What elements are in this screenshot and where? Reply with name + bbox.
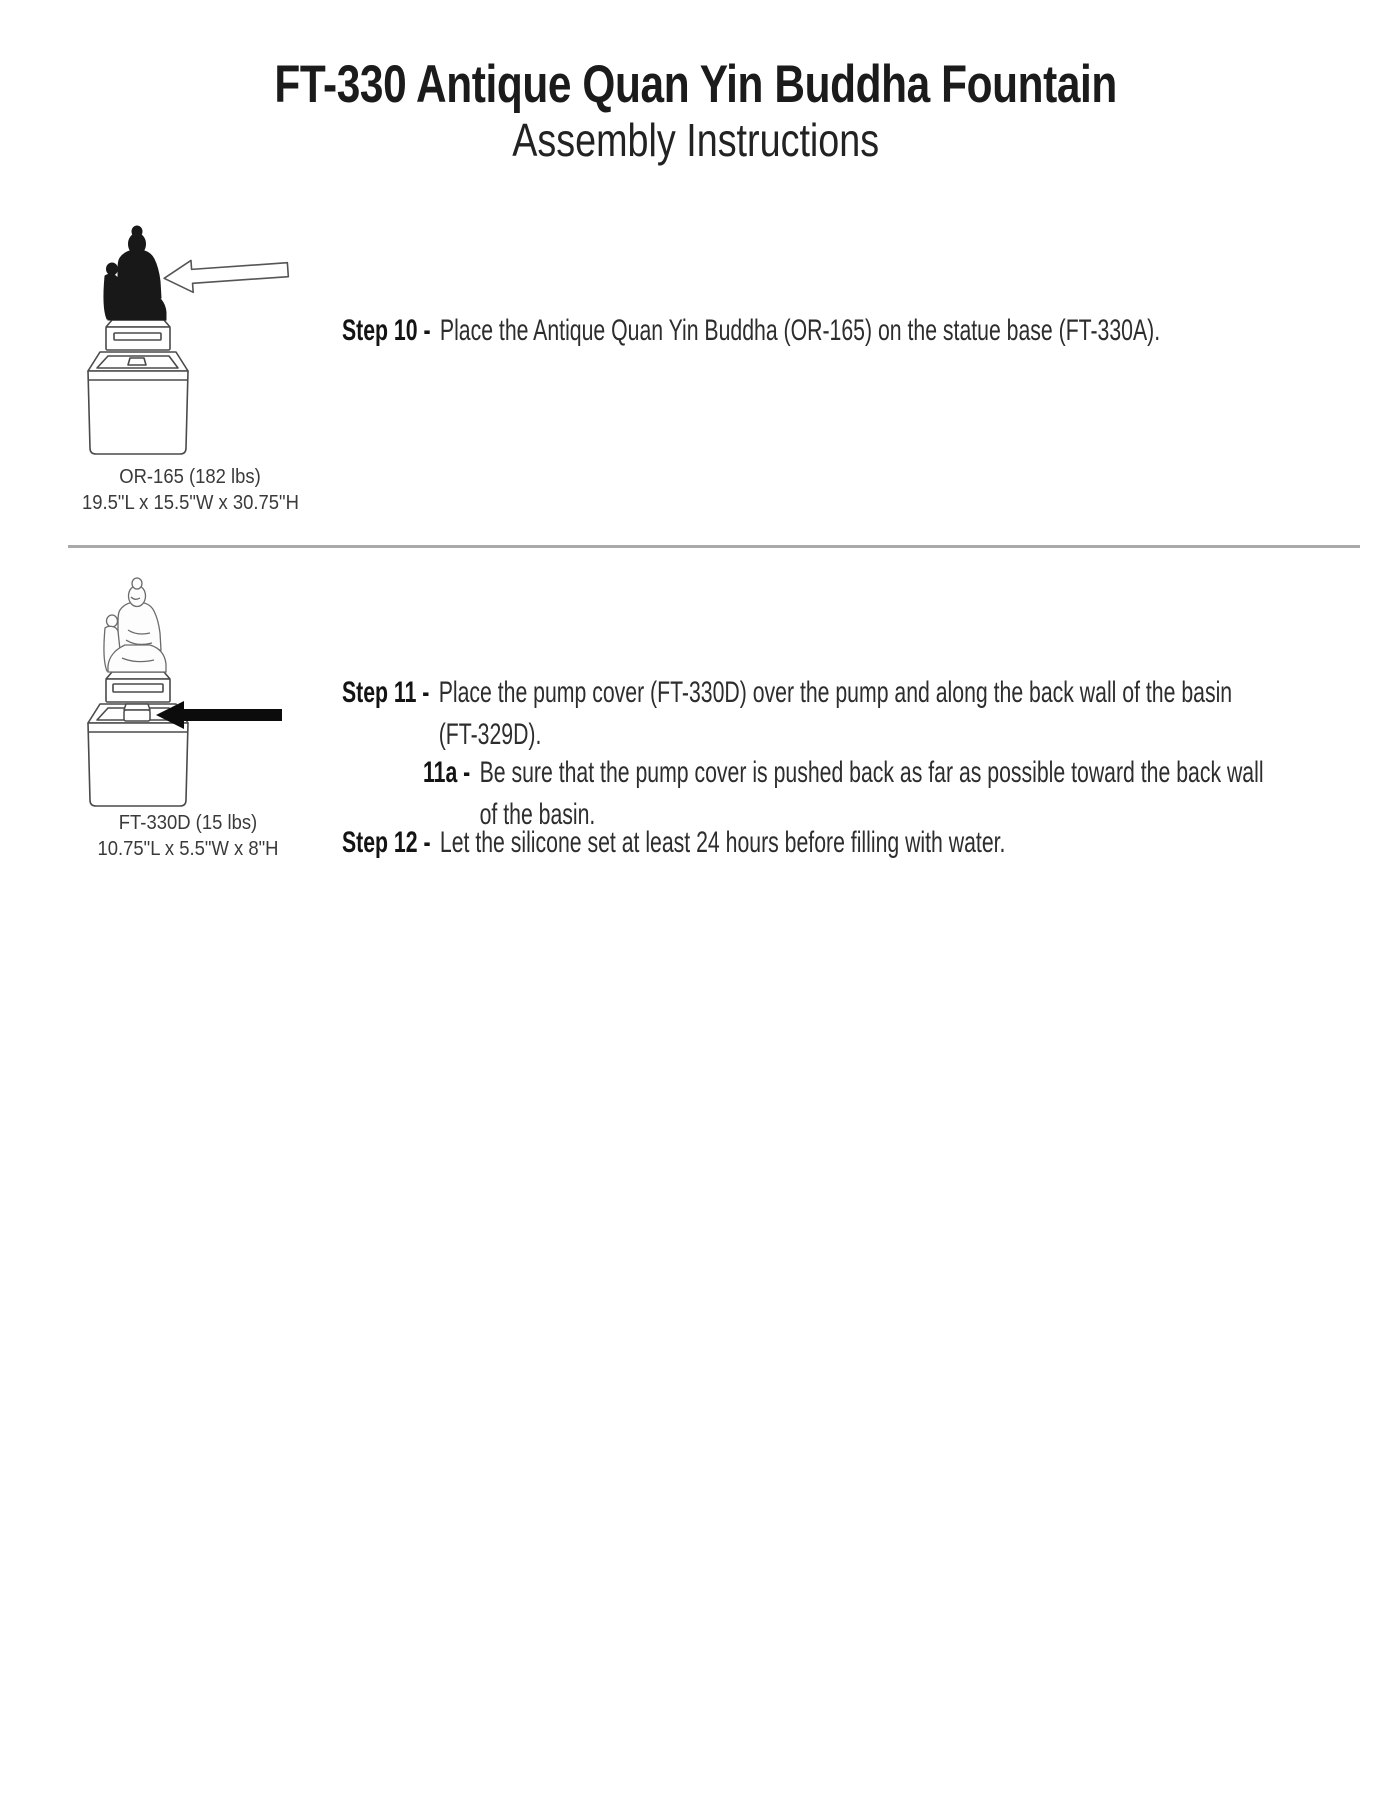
figure-dimensions-label: 10.75"L x 5.5"W x 8"H: [97, 837, 279, 860]
pump-cover-drawing: [124, 704, 150, 721]
step-row: [342, 310, 1160, 352]
page-title: FT-330 Antique Quan Yin Buddha Fountain: [274, 55, 1117, 114]
figure-dimensions-label: 19.5"L x 15.5"W x 30.75"H: [82, 491, 299, 514]
section-divider: [68, 545, 1360, 548]
step-text-line: Place the pump cover (FT-330D) over the pump and along the back wall of the basin: [438, 676, 1233, 709]
document-header: [0, 55, 1391, 166]
step-row: [342, 672, 1232, 756]
step-text-line: of the basin.: [479, 798, 596, 831]
step-label: 11a -: [423, 756, 471, 789]
figure-caption: [80, 810, 296, 862]
step-row: [342, 822, 1005, 864]
figure-caption: [82, 464, 298, 516]
buddha-statue-outline-icon: [104, 578, 166, 672]
step-text: [440, 310, 1160, 352]
step-text-line: Place the Antique Quan Yin Buddha (OR-165) on the statue base (FT-330A).: [439, 314, 1161, 347]
step-text: [439, 672, 1232, 756]
step-text: [440, 822, 1006, 864]
step-text-line: Be sure that the pump cover is pushed back as far as possible toward the back wall: [479, 756, 1264, 789]
figure-model-label: FT-330D (15 lbs): [118, 811, 258, 834]
outline-arrow-left-icon: [163, 254, 289, 295]
buddha-fountain-illustration-dark: [80, 218, 292, 460]
page-subtitle-text: Assembly Instructions: [512, 114, 879, 166]
figure-model-label: OR-165 (182 lbs): [119, 465, 261, 488]
buddha-statue-silhouette-icon: [104, 226, 166, 320]
page-subtitle: [0, 114, 1391, 166]
buddha-fountain-illustration-outline: [80, 570, 292, 812]
step-label: Step 10 -: [342, 314, 431, 347]
fountain-base-drawing: [88, 672, 188, 806]
step-label: Step 12 -: [342, 826, 431, 859]
step-text-line: Let the silicone set at least 24 hours before filling with water.: [439, 826, 1006, 859]
step-text-line: (FT-329D).: [438, 718, 542, 751]
figure-statue-outline: [80, 570, 292, 812]
fountain-base-drawing: [88, 320, 188, 454]
step-label: Step 11 -: [342, 676, 430, 709]
figure-statue-dark: [80, 218, 292, 460]
